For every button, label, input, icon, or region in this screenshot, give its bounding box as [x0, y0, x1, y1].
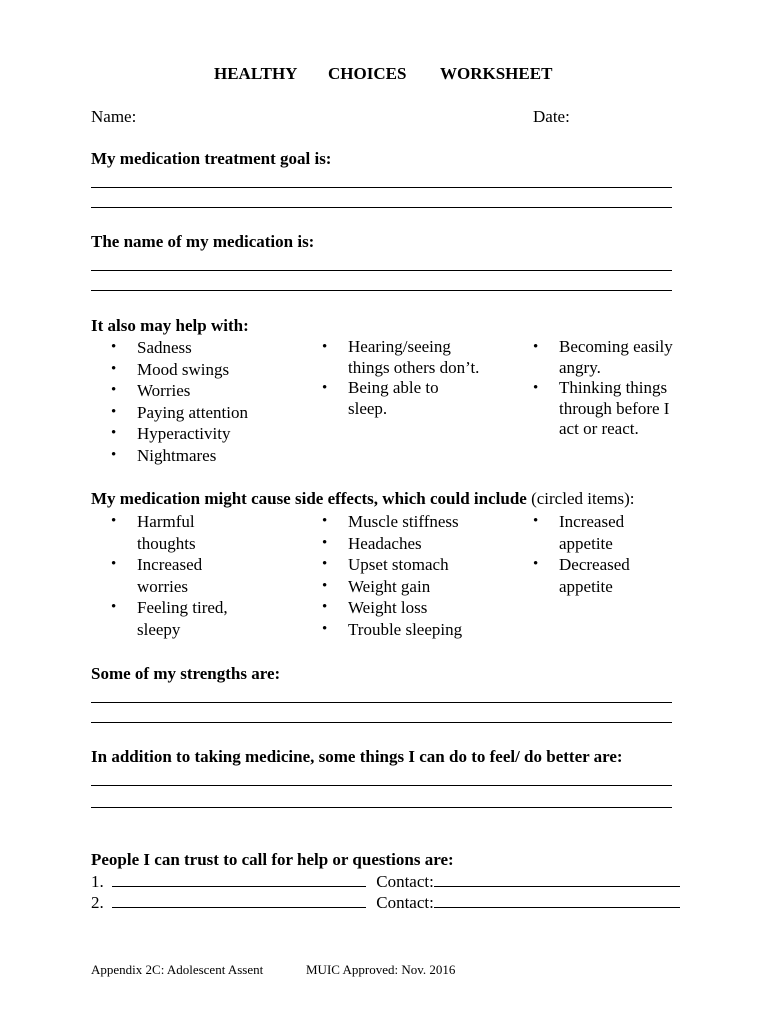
- side-effects-column-1: [111, 511, 251, 640]
- list-item: • Weight gain: [322, 576, 512, 598]
- strengths-label: Some of my strengths are:: [91, 664, 281, 683]
- date-label: Date:: [533, 107, 570, 126]
- title-word-worksheet: WORKSHEET: [440, 64, 553, 83]
- goal-line-1[interactable]: [91, 187, 672, 188]
- title-word-healthy: HEALTHY: [214, 64, 298, 83]
- side-effects-column-2: [322, 511, 512, 640]
- strengths-line-2[interactable]: [91, 722, 672, 723]
- do-better-line-2[interactable]: [91, 807, 672, 808]
- footer-approval: MUIC Approved: Nov. 2016: [306, 962, 456, 977]
- footer-appendix: Appendix 2C: Adolescent Assent: [91, 962, 264, 977]
- contact-label: Contact:: [376, 893, 434, 912]
- trust-label: People I can trust to call for help or questions are:: [91, 850, 454, 869]
- contact-field[interactable]: [434, 871, 680, 887]
- list-item: • Paying attention: [111, 402, 301, 424]
- trust-row-number: 1.: [91, 872, 104, 891]
- side-effects-heading: [91, 489, 634, 509]
- list-item: • Thinking things through before I act or react.: [533, 378, 683, 440]
- side-effects-column-3: [533, 511, 643, 597]
- trust-row-2: [91, 892, 680, 913]
- list-item: • Worries: [111, 380, 301, 402]
- list-item: • Hyperactivity: [111, 423, 301, 445]
- helps-column-2: [322, 337, 482, 419]
- goal-line-2[interactable]: [91, 207, 672, 208]
- list-item: • Muscle stiffness: [322, 511, 512, 533]
- helps-column-1: [111, 337, 301, 466]
- list-item: • Decreased appetite: [533, 554, 643, 597]
- medication-name-line-1[interactable]: [91, 270, 672, 271]
- side-effects-note: (circled items):: [526, 489, 635, 508]
- list-item: • Headaches: [322, 533, 512, 555]
- trust-name-field[interactable]: [112, 871, 366, 887]
- medication-name-line-2[interactable]: [91, 290, 672, 291]
- do-better-label: In addition to taking medicine, some things I can do to feel/ do better are:: [91, 747, 623, 766]
- list-item: • Increased appetite: [533, 511, 643, 554]
- trust-row-number: 2.: [91, 893, 104, 912]
- list-item: • Mood swings: [111, 359, 301, 381]
- side-effects-label: My medication might cause side effects, which could include: [91, 489, 527, 508]
- strengths-line-1[interactable]: [91, 702, 672, 703]
- helps-label: It also may help with:: [91, 316, 249, 335]
- contact-label: Contact:: [376, 872, 434, 891]
- list-item: • Trouble sleeping: [322, 619, 512, 641]
- list-item: • Becoming easily angry.: [533, 337, 683, 378]
- contact-field[interactable]: [434, 892, 680, 908]
- list-item: • Upset stomach: [322, 554, 512, 576]
- list-item: • Sadness: [111, 337, 301, 359]
- medication-name-label: The name of my medication is:: [91, 232, 315, 251]
- do-better-line-1[interactable]: [91, 785, 672, 786]
- list-item: • Harmful thoughts: [111, 511, 251, 554]
- trust-row-1: [91, 871, 680, 892]
- helps-column-3: [533, 337, 683, 440]
- list-item: • Hearing/seeing things others don’t.: [322, 337, 482, 378]
- name-label: Name:: [91, 107, 137, 126]
- list-item: • Nightmares: [111, 445, 301, 467]
- title-word-choices: CHOICES: [328, 64, 407, 83]
- goal-label: My medication treatment goal is:: [91, 149, 332, 168]
- list-item: • Being able to sleep.: [322, 378, 482, 419]
- list-item: • Increased worries: [111, 554, 251, 597]
- list-item: • Weight loss: [322, 597, 512, 619]
- list-item: • Feeling tired, sleepy: [111, 597, 251, 640]
- trust-name-field[interactable]: [112, 892, 366, 908]
